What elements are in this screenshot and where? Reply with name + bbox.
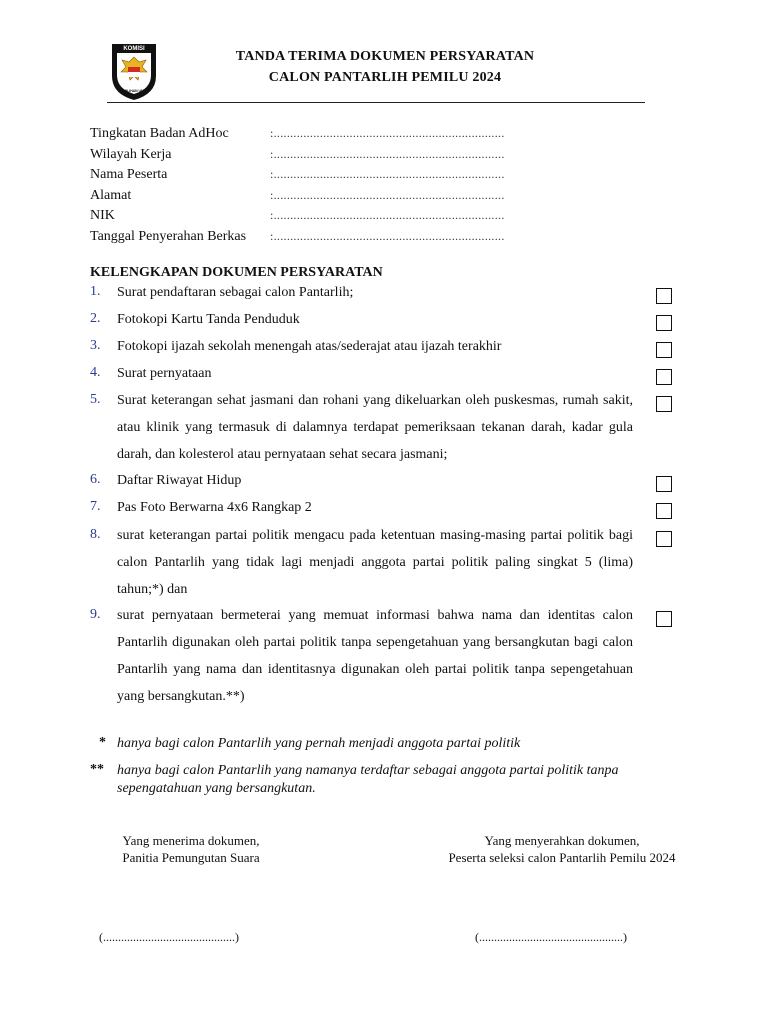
field-label: Alamat — [90, 188, 132, 203]
field-tingkatan — [90, 126, 550, 146]
field-nik — [90, 208, 550, 228]
item-text: Daftar Riwayat Hidup — [117, 473, 242, 488]
signature-receiver — [96, 832, 286, 866]
section-title: KELENGKAPAN DOKUMEN PERSYARATAN — [90, 265, 383, 280]
signature-submitter — [432, 832, 692, 866]
field-blank: :...................................................................... — [270, 126, 505, 140]
field-blank: :...................................................................... — [270, 208, 505, 222]
item-text: Surat pernyataan — [117, 366, 212, 381]
item-number: 9. — [90, 607, 101, 622]
field-label: NIK — [90, 208, 115, 223]
footnote-text: hanya bagi calon Pantarlih yang namanya terdaftar sebagai anggota partai politik tanpa sepengatahuan yang bersangkutan. — [117, 763, 619, 796]
signature-receiver-line2: Panitia Pemungutan Suara — [122, 850, 260, 865]
item-number: 4. — [90, 365, 101, 380]
item-number: 1. — [90, 284, 101, 299]
logo-text-bottom: PEMILIHAN UMUM — [118, 89, 150, 93]
checkbox[interactable] — [656, 288, 672, 304]
item-number: 7. — [90, 499, 101, 514]
field-alamat — [90, 188, 550, 208]
logo-text-top: KOMISI — [123, 46, 145, 52]
item-number: 5. — [90, 392, 101, 407]
field-label: Tingkatan Badan AdHoc — [90, 126, 229, 141]
field-label: Wilayah Kerja — [90, 147, 172, 162]
item-text: surat keterangan partai politik mengacu pada ketentuan masing-masing partai politik bagi calon Pantarlih yang tidak lagi menjadi anggota partai politik paling singkat 5 (lima) tahun;*) dan — [117, 528, 633, 597]
signature-receiver-blank: (............................................) — [99, 930, 239, 944]
field-blank: :...................................................................... — [270, 167, 505, 181]
footnote-mark: ** — [90, 762, 104, 777]
signature-receiver-line1: Yang menerima dokumen, — [122, 833, 260, 848]
kpu-logo — [108, 40, 160, 102]
document-title-line1: TANDA TERIMA DOKUMEN PERSYARATAN — [235, 49, 535, 64]
checkbox[interactable] — [656, 611, 672, 627]
item-text: Fotokopi ijazah sekolah menengah atas/sederajat atau ijazah terakhir — [117, 339, 502, 354]
item-number: 3. — [90, 338, 101, 353]
header-divider — [107, 102, 645, 103]
signature-submitter-line1: Yang menyerahkan dokumen, — [484, 833, 640, 848]
checkbox[interactable] — [656, 476, 672, 492]
field-label: Nama Peserta — [90, 167, 168, 182]
item-text: Surat pendaftaran sebagai calon Pantarlih; — [117, 285, 354, 300]
item-text: Surat keterangan sehat jasmani dan rohani yang dikeluarkan oleh puskesmas, rumah sakit, atau klinik yang termasuk di dalamnya terdapat pemeriksaan tekanan darah, kadar gula darah, dan kolesterol atau pernyataan sehat secara jasmani; — [117, 393, 633, 462]
field-blank: :...................................................................... — [270, 229, 505, 243]
item-number: 8. — [90, 527, 101, 542]
checkbox[interactable] — [656, 503, 672, 519]
field-tanggal — [90, 229, 550, 249]
document-title-line2: CALON PANTARLIH PEMILU 2024 — [268, 70, 502, 85]
signature-submitter-line2: Peserta seleksi calon Pantarlih Pemilu 2024 — [448, 850, 676, 865]
field-label: Tanggal Penyerahan Berkas — [90, 229, 247, 244]
checkbox[interactable] — [656, 396, 672, 412]
checkbox[interactable] — [656, 315, 672, 331]
checkbox[interactable] — [656, 342, 672, 358]
checkbox[interactable] — [656, 531, 672, 547]
checkbox[interactable] — [656, 369, 672, 385]
field-blank: :...................................................................... — [270, 147, 505, 161]
footnote-mark: * — [99, 735, 106, 750]
signature-submitter-blank: (................................................) — [475, 930, 627, 944]
item-text: surat pernyataan bermeterai yang memuat informasi bahwa nama dan identitas calon Pantarlih digunakan oleh partai politik tanpa sepengetahuan yang bersangkutan bagi calon Pantarlih yang nama dan identitasnya digunakan oleh partai politik tanpa sepengetahuan yang bersangkutan.**) — [117, 608, 633, 704]
item-text: Pas Foto Berwarna 4x6 Rangkap 2 — [117, 500, 312, 515]
item-number: 6. — [90, 472, 101, 487]
field-nama — [90, 167, 550, 187]
field-wilayah — [90, 147, 550, 167]
footnote-text: hanya bagi calon Pantarlih yang pernah menjadi anggota partai politik — [117, 736, 521, 751]
item-number: 2. — [90, 311, 101, 326]
field-blank: :...................................................................... — [270, 188, 505, 202]
item-text: Fotokopi Kartu Tanda Penduduk — [117, 312, 300, 327]
